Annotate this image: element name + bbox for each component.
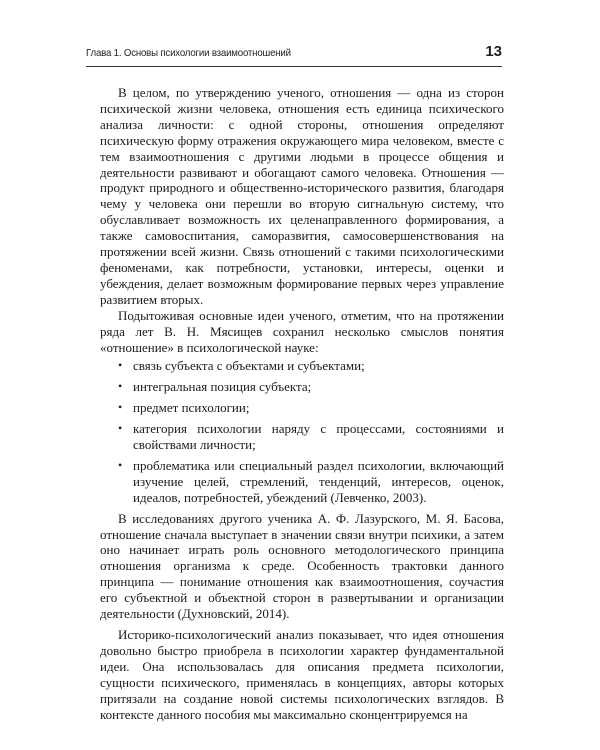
chapter-title: Глава 1. Основы психологии взаимоотношений — [86, 47, 291, 59]
bullet-marker: • — [118, 379, 123, 394]
paragraph-myasishchev-meanings: Подытоживая основные идеи ученого, отметим, что на протяжении ряда лет В. Н. Мясищев сохранил несколько смыслов понятия «отношение» в психологической науке: — [100, 307, 504, 355]
meanings-list — [100, 358, 504, 505]
bullet-marker: • — [118, 457, 123, 472]
list-item-text: интегральная позиция субъекта; — [133, 379, 312, 395]
body-text — [100, 85, 504, 722]
list-item-text: категория психологии наряду с процессами, состояниями и свойствами личности; — [133, 421, 504, 453]
list-item — [100, 400, 504, 416]
paragraph-relations-summary: В целом, по утверждению ученого, отношения — одна из сторон психической жизни человека, отношения есть единица психического анализа личности: с одной стороны, отношения определяют психическую форму отражения окружающего мира человеком, вместе с тем взаимоотношения с другими людьми в процессе общения и деятельности развивают и обогащают самого человека. Отношения — продукт природного и общественно-исторического развития, благодаря чему у человека они перешли во вторую сигнальную систему, что обуславливает возможность их целенаправленного формирования, а также самовоспитания, саморазвития, самосовершенствования на протяжении всей жизни. Связь отношений с такими психологическими феноменами, как потребности, установки, интересы, оценки и убеждения, делает возможным формирование первых через управление развитием вторых. — [100, 85, 504, 307]
running-head — [86, 40, 502, 67]
bullet-marker: • — [118, 421, 123, 436]
list-item — [100, 421, 504, 453]
paragraph-basov: В исследованиях другого ученика А. Ф. Лазурского, М. Я. Басова, отношение сначала выступает в значении связи внутри психики, а затем оно начинает играть роль основного методологического принципа отношения организма к среде. Особенность трактовки данного принципа — понимание отношения как взаимоотношения, соучастия его субъектной и объектной сторон в развертывании и организации деятельности (Духновский, 2014). — [100, 510, 504, 622]
list-item-text: проблематика или специальный раздел психологии, включающий изучение целей, стремлений, тенденций, интересов, оценок, идеалов, потребностей, убеждений (Левченко, 2003). — [133, 457, 504, 505]
page-number: 13 — [485, 43, 502, 60]
bullet-marker: • — [118, 358, 123, 373]
paragraph-historical-analysis: Историко-психологический анализ показывает, что идея отношения довольно быстро приобрела в психологии характер фундаментальной идеи. Она использовалась для описания предмета психологии, сущности психического, применялась в концепциях, авторы которых притязали на создание новой системы психологических взглядов. В контексте данного пособия мы максимально сконцентрируемся на — [100, 627, 504, 722]
list-item — [100, 379, 504, 395]
list-item — [100, 458, 504, 506]
list-item — [100, 358, 504, 374]
list-item-text: связь субъекта с объектами и субъектами; — [133, 358, 365, 374]
list-item-text: предмет психологии; — [133, 400, 250, 416]
bullet-marker: • — [118, 400, 123, 415]
